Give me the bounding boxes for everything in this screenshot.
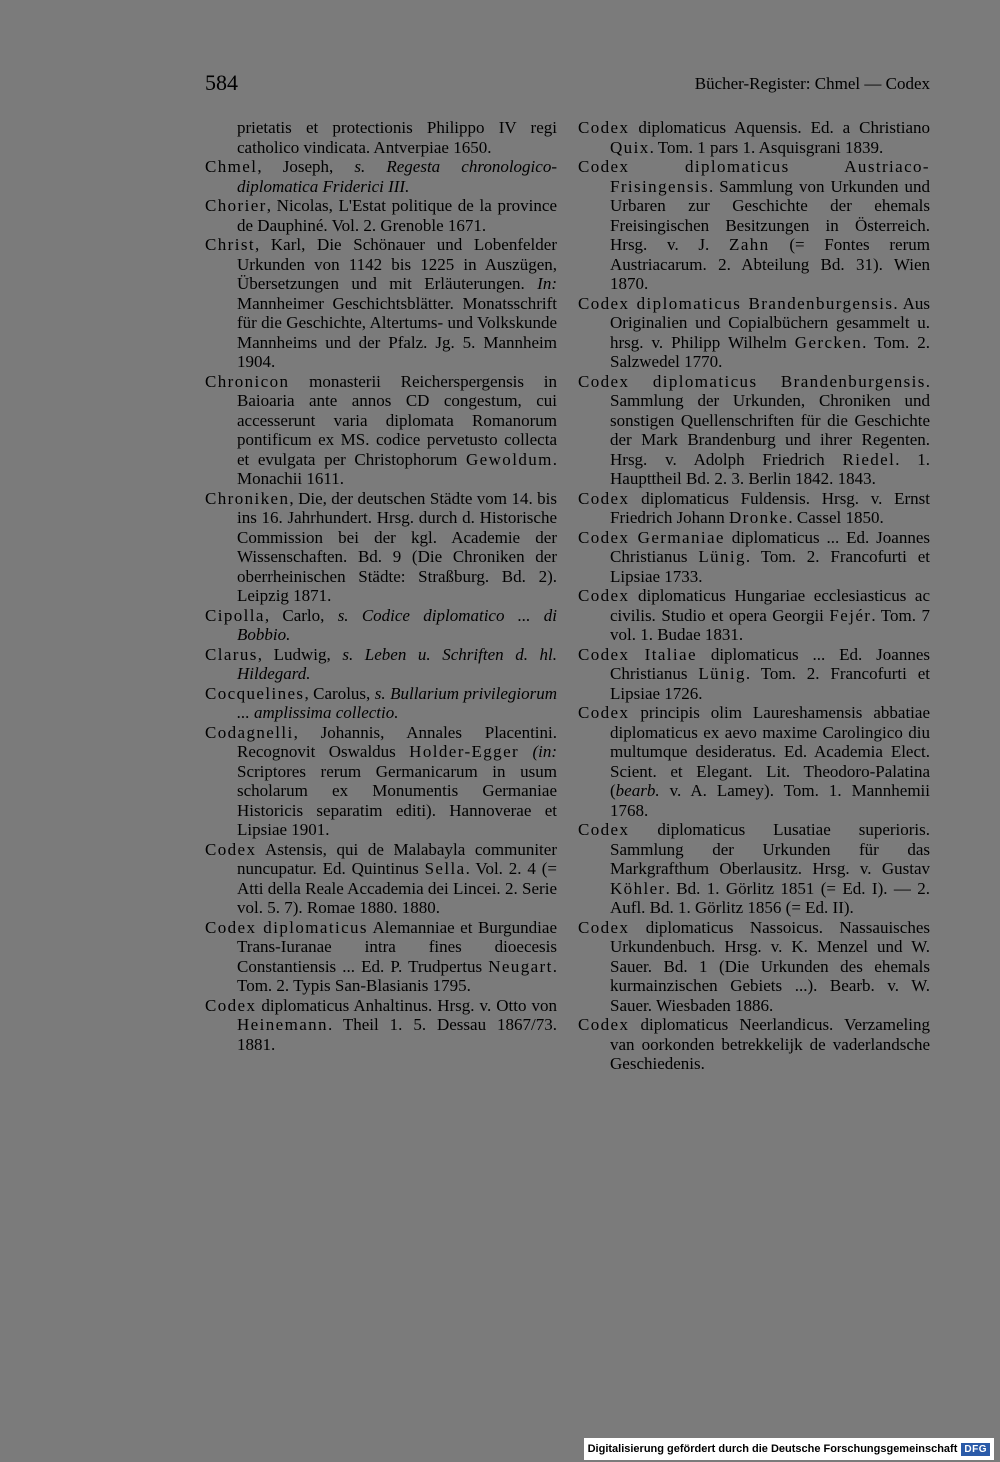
entry-tail: Mannheimer Geschichtsblätter. Monatsschrift für die Geschichte, Altertums- und Volkskunde Mannheims und der Pfalz. Jg. 5. Mannheim 1904. bbox=[237, 293, 557, 371]
entry-spaced-name: Holder-Egger bbox=[409, 742, 520, 761]
entry-italic: s. Bullarium privilegiorum ... amplissima collectio. bbox=[237, 683, 557, 722]
entry-text: , Karl, Die Schönauer und Lobenfelder Urkunden von 1142 bis 1225 in Auszügen, Übersetzungen und mit Erläuterungen. bbox=[237, 235, 557, 293]
entry-lemma: Christ bbox=[205, 235, 255, 254]
entry-text: Alemanniae et Burgundiae Trans-Iuranae intra fines dioecesis Constantiensis ... Ed. P. Trudpertus bbox=[237, 917, 557, 976]
entry-text: , Die, der deutschen Städte vom 14. bis ins 16. Jahrhundert. Hrsg. durch d. Historische Commission bei der kgl. Academie der Wissenschaften. Bd. 9 (Die Chroniken der oberrheinischen Städte: Straßburg. Bd. 2). Leipzig 1871. bbox=[237, 488, 557, 605]
right-column bbox=[578, 118, 930, 1074]
entry-lemma: Codex bbox=[578, 586, 630, 605]
entry-lemma: Codex bbox=[578, 118, 630, 137]
entry-italic: In: bbox=[537, 274, 557, 293]
register-entry bbox=[205, 606, 557, 645]
entry-lemma: Codex bbox=[578, 488, 630, 508]
register-entry bbox=[205, 684, 557, 723]
entry-lemma: Codex bbox=[578, 703, 630, 722]
entry-spaced-name: Köhler bbox=[610, 878, 666, 898]
register-entry bbox=[578, 1015, 930, 1074]
footer-credit bbox=[584, 1438, 994, 1460]
footer-text: Digitalisierung gefördert durch die Deutsche Forschungsgemeinschaft bbox=[587, 1443, 958, 1455]
running-head: Bücher-Register: Chmel — Codex bbox=[694, 74, 930, 93]
entry-tail: . Tom. 2. Francofurti et Lipsiae 1733. bbox=[610, 547, 930, 586]
entry-lemma: Codex diplomaticus Austriaco-Frisingensis bbox=[578, 157, 930, 196]
entry-tail: v. A. Lamey). Tom. 1. Mannhemii 1768. bbox=[610, 781, 930, 820]
register-entry bbox=[578, 157, 930, 294]
entry-text: , Carolus, bbox=[304, 683, 375, 703]
entry-lemma: Chronicon bbox=[205, 371, 290, 391]
entry-lemma: Codagnelli bbox=[205, 722, 294, 742]
register-entry bbox=[205, 996, 557, 1055]
entry-text: diplomaticus Nassoicus. Nassauisches Urkundenbuch. Hrsg. v. K. Menzel und W. Sauer. Bd. 1 (Die Urkunden des ehemals kurmainzischen Gebiets ...). Bearb. v. W. Sauer. Wiesbaden 1886. bbox=[610, 917, 930, 1015]
entry-lemma: Codex bbox=[578, 1015, 630, 1034]
register-entry bbox=[578, 118, 930, 157]
register-entry bbox=[578, 489, 930, 528]
entry-lemma: Chorier bbox=[205, 196, 267, 215]
entry-tail: . Monachii 1611. bbox=[237, 449, 557, 488]
entry-text: . Sammlung der Urkunden, Chroniken und sonstigen Quellenschriften für die Geschichte der Mark Brandenburg und ihrer Regenten. Hrsg. v. Adolph Friedrich bbox=[610, 371, 930, 469]
entry-text: Astensis, qui de Malabayla communiter nuncupatur. Ed. Quintinus bbox=[237, 839, 557, 878]
entry-spaced-name: Lünig bbox=[698, 664, 746, 683]
entry-text: diplomaticus Fuldensis. Hrsg. v. Ernst Friedrich Johann bbox=[610, 488, 930, 527]
entry-text: diplomaticus Anhaltinus. Hrsg. v. Otto von bbox=[256, 995, 557, 1015]
entry-text: diplomaticus Aquensis. Ed. a Christiano bbox=[629, 118, 930, 137]
entry-tail: . Bd. 1. Görlitz 1851 (= Ed. I). — 2. Aufl. Bd. 1. Görlitz 1856 (= Ed. II). bbox=[610, 878, 930, 917]
entry-spaced-name: Riedel bbox=[842, 449, 896, 469]
entry-lemma: Codex bbox=[578, 820, 630, 839]
entry-text: diplomaticus ... Ed. Joannes Christianus bbox=[610, 644, 930, 683]
entry-tail: . Tom. 1 pars 1. Asquisgrani 1839. bbox=[649, 137, 884, 157]
entry-spaced-name: Gewoldum bbox=[466, 449, 553, 469]
register-entry bbox=[205, 196, 557, 235]
register-entry bbox=[205, 235, 557, 372]
entry-tail: . Theil 1. 5. Dessau 1867/73. 1881. bbox=[237, 1015, 557, 1054]
register-entry bbox=[578, 372, 930, 489]
entry-tail: . Tom. 2. Typis San-Blasianis 1795. bbox=[237, 956, 557, 995]
entry-lemma: Codex diplomaticus Brandenburgensis bbox=[578, 371, 926, 391]
entry-text: , Joseph, bbox=[257, 157, 355, 176]
entry-lemma: Codex bbox=[205, 995, 257, 1015]
entry-tail: . 1. Haupttheil Bd. 2. 3. Berlin 1842. 1843. bbox=[610, 449, 931, 488]
entry-italic: s. Leben u. Schriften d. hl. Hildegard. bbox=[237, 644, 557, 683]
register-entry bbox=[205, 918, 557, 996]
entry-text: diplomaticus Neerlandicus. Verzameling van oorkonden betrekkelijk de vaderlandsche Geschiedenis. bbox=[610, 1015, 930, 1073]
entry-italic: bearb. bbox=[615, 781, 660, 800]
entry-spaced-name: Gercken bbox=[794, 332, 863, 352]
entry-text: . Aus Originalien und Copialbüchern gesammelt u. hrsg. v. Philipp Wilhelm bbox=[610, 293, 930, 352]
register-entry bbox=[205, 157, 557, 196]
entry-lemma: Codex Germaniae bbox=[578, 527, 725, 547]
page-number: 584 bbox=[205, 70, 238, 95]
entry-spaced-name: Quix bbox=[610, 137, 650, 157]
entry-tail: . Tom. 2. Salzwedel 1770. bbox=[610, 332, 930, 371]
entry-spaced-name: Sella bbox=[424, 859, 466, 878]
entry-text: . Sammlung von Urkunden und Urbaren zur Geschichte der ehemals Freisingischen Besitzungen in Österreich. Hrsg. v. J. bbox=[610, 176, 930, 254]
entry-italic: s. Codice diplomatico ... di Bobbio. bbox=[237, 605, 557, 644]
register-entry bbox=[205, 372, 557, 489]
entry-text: , Johannis, Annales Placentini. Recognovit Oswaldus bbox=[237, 722, 557, 761]
register-entry bbox=[578, 528, 930, 587]
entry-lemma: Codex diplomaticus Brandenburgensis bbox=[578, 293, 894, 313]
entry-text: , Carlo, bbox=[264, 605, 338, 625]
entry-spaced-name: Fejér bbox=[829, 605, 872, 625]
register-entry bbox=[205, 723, 557, 840]
register-entry bbox=[205, 118, 557, 157]
register-entry bbox=[578, 294, 930, 372]
dfg-logo: DFG bbox=[961, 1443, 990, 1456]
left-column bbox=[205, 118, 557, 1054]
entry-lemma: Chmel bbox=[205, 157, 258, 176]
entry-text: diplomaticus Hungariae ecclesiasticus ac civilis. Studio et opera Georgii bbox=[610, 586, 930, 625]
register-entry bbox=[578, 586, 930, 645]
entry-spaced-name: Lünig bbox=[698, 547, 746, 566]
entry-lemma: Cocquelines bbox=[205, 683, 305, 703]
entry-lemma: Cipolla bbox=[205, 605, 265, 625]
entry-tail: . Vol. 2. 4 (= Atti della Reale Accademia dei Lincei. 2. Serie vol. 5. 7). Romae 1880. 1880. bbox=[237, 859, 557, 917]
register-entry bbox=[578, 645, 930, 704]
register-entry bbox=[578, 820, 930, 918]
entry-lemma: Clarus bbox=[205, 644, 258, 664]
register-entry bbox=[205, 489, 557, 606]
entry-lemma: Codex diplomaticus bbox=[205, 917, 368, 937]
entry-lemma: Chroniken bbox=[205, 488, 290, 508]
entry-text: , Nicolas, L'Estat politique de la province de Dauphiné. Vol. 2. Grenoble 1671. bbox=[237, 196, 557, 235]
page-header bbox=[205, 70, 930, 100]
entry-tail: . Tom. 7 vol. 1. Budae 1831. bbox=[610, 605, 930, 644]
entry-spaced-name: Dronke bbox=[728, 508, 789, 527]
entry-text: principis olim Laureshamensis abbatiae diplomaticus ex aevo maxime Carolingico diu multumque desideratus. Ed. Academia Elect. Scient. et Elegant. Lit. Theodoro-Palatina ( bbox=[610, 703, 930, 800]
entry-spaced-name: Neugart bbox=[488, 956, 553, 976]
entry-lemma: Codex bbox=[205, 839, 257, 859]
entry-text: monasterii Reicherspergensis in Baioaria ante annos CD congestum, cui accesserunt varia diplomata Romanorum pontificum ex MS. codice pervetusto collecta et evulgata per Christophorum bbox=[237, 371, 557, 469]
entry-text: , Ludwig, bbox=[257, 644, 343, 664]
entry-italic: s. Regesta chronologico-diplomatica Friderici III. bbox=[237, 157, 557, 196]
entry-text: prietatis et protectionis Philippo IV regi catholico vindicata. Antverpiae 1650. bbox=[237, 118, 557, 157]
entry-spaced-name: Zahn bbox=[729, 235, 770, 254]
entry-lemma: Codex Italiae bbox=[578, 644, 697, 664]
register-entry bbox=[578, 918, 930, 1016]
entry-italic: (in: bbox=[519, 742, 558, 761]
entry-tail: . Tom. 2. Francofurti et Lipsiae 1726. bbox=[610, 664, 930, 703]
register-entry bbox=[205, 840, 557, 918]
entry-spaced-name: Heinemann bbox=[237, 1015, 328, 1034]
entry-tail: Scriptores rerum Germanicarum in usum scholarum ex Monumentis Germaniae Historicis separatim editi). Hannoverae et Lipsiae 1901. bbox=[237, 761, 557, 839]
entry-text: diplomaticus Lusatiae superioris. Sammlung der Urkunden für das Markgrafthum Oberlausitz. Hrsg. v. Gustav bbox=[610, 820, 930, 878]
register-entry bbox=[205, 645, 557, 684]
entry-tail: (= Fontes rerum Austriacarum. 2. Abteilung Bd. 31). Wien 1870. bbox=[610, 235, 930, 293]
register-entry bbox=[578, 703, 930, 820]
entry-text: diplomaticus ... Ed. Joannes Christianus bbox=[610, 527, 931, 566]
entry-tail: . Cassel 1850. bbox=[788, 508, 884, 527]
entry-lemma: Codex bbox=[578, 917, 630, 937]
